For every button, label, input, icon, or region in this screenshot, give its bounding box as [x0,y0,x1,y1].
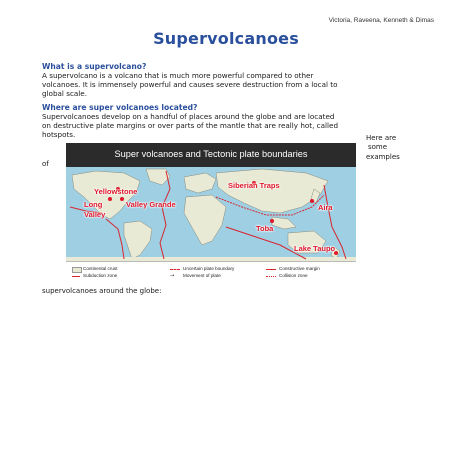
volcano-label-long: Long [84,200,103,209]
authors: Victoria, Raveena, Kenneth & Dimas [328,17,434,24]
paragraph-line: Supervolcanoes develop on a handful of places around the globe and are located [42,112,335,121]
paragraph-line: volcanoes. It is immensely powerful and causes severe destruction from a local to [42,80,338,90]
paragraph-line: global scale. [42,89,88,99]
map-title: Super volcanoes and Tectonic plate boundaries [114,149,308,159]
legend-label: Subduction zone [83,273,118,278]
section-paragraph-where [42,112,412,140]
paragraph-line: hotspots. [42,130,76,140]
tail-text: supervolcanoes around the globe: [42,287,162,295]
paragraph-line: on destructive plate margins or over parts of the mantle that are really hot, called [42,121,339,131]
side-text-line: some [368,143,388,152]
legend-label: Movement of plate [183,273,221,278]
legend-swatch-collision-zone [266,276,276,277]
volcano-marker-toba [270,219,274,223]
of-text: of [42,160,49,168]
volcano-label-lake-taupo: Lake Taupo [294,244,336,253]
volcano-label-toba: Toba [256,224,274,233]
section-heading-what: What is a supervolcano? [42,62,147,71]
volcano-label-valley-grande: Valley Grande [126,200,176,209]
legend-swatch-constructive-margin [266,269,276,270]
side-text [366,134,416,162]
volcano-marker-aira [310,199,314,203]
legend-swatch-subduction-zone [72,276,80,277]
paragraph-line: A supervolcano is a volcano that is much more powerful compared to other [42,71,314,80]
volcano-label-aira: Aira [318,203,333,212]
side-text-line: Here are [366,134,397,142]
section-heading-where: Where are super volcanoes located? [42,103,198,112]
page-title: Supervolcanoes [153,29,299,48]
volcano-label-valley: Valley [84,210,106,219]
legend-label: Uncertain plate boundary [183,266,235,271]
legend-label: Constructive margin [279,266,320,271]
legend-label: Collision zone [279,273,308,278]
volcano-label-yellowstone: Yellowstone [94,187,138,196]
volcano-label-siberian-traps: Siberian Traps [228,181,280,190]
side-text-line: examples [366,152,400,161]
legend-swatch-uncertain-boundary [170,269,180,270]
legend-swatch-movement-of-plate: → [170,273,175,279]
volcano-marker-long-valley [108,197,112,201]
map-legend [66,261,356,282]
volcano-marker-valley-grande [120,197,124,201]
legend-swatch-continental-crust [72,267,82,273]
legend-label: Continental crust [83,266,118,271]
section-paragraph-what [42,71,412,99]
tectonic-map [66,143,356,282]
